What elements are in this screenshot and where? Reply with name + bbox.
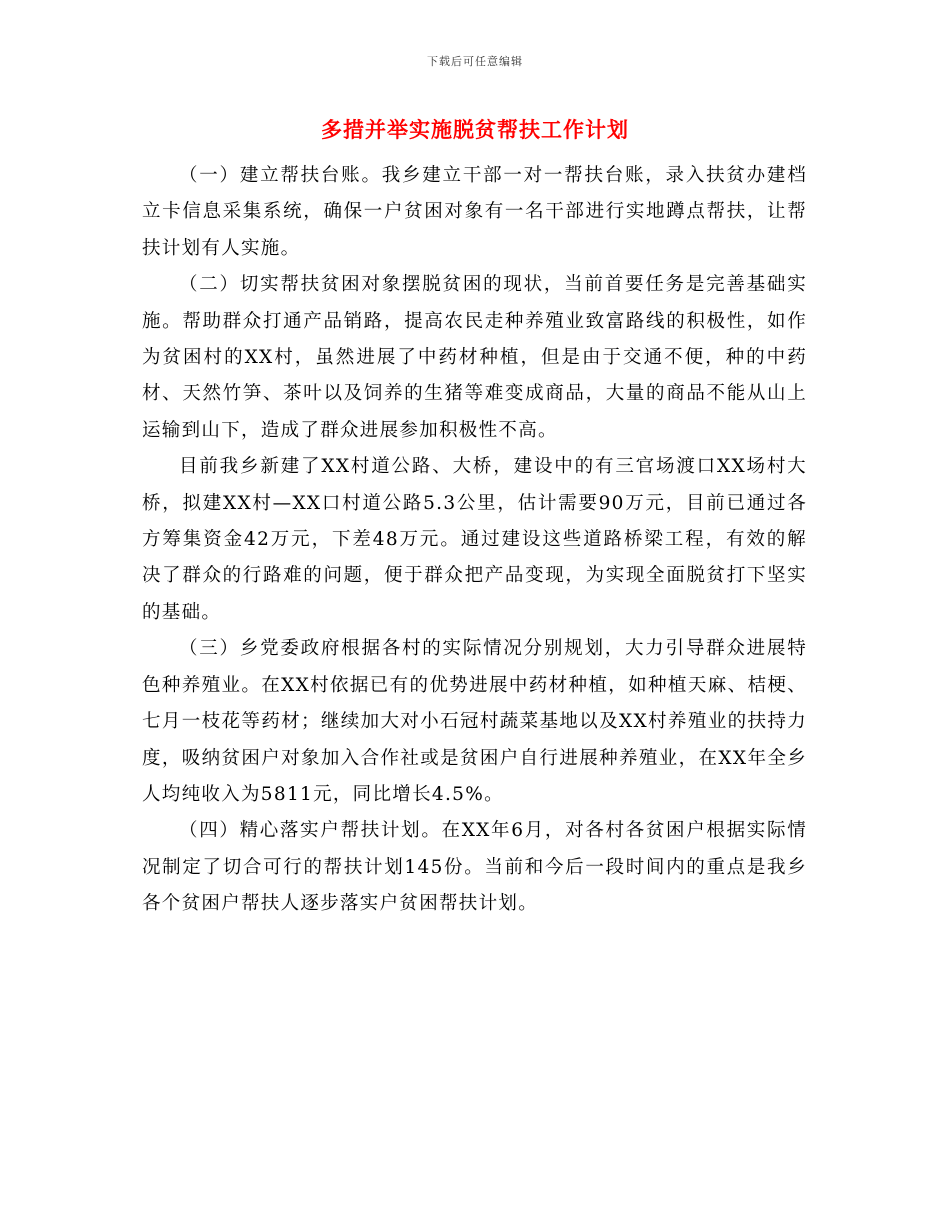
paragraph-2: （二）切实帮扶贫困对象摆脱贫困的现状，当前首要任务是完善基础实施。帮助群众打通产品销路，提高农民走种养殖业致富路线的积极性，如作为贫困村的XX村，虽然进展了中药材种植，但是由于交通不便，种的中药材、天然竹笋、茶叶以及饲养的生猪等难变成商品，大量的商品不能从山上运输到山下，造成了群众进展参加积极性不高。 — [142, 274, 807, 441]
document-title: 多措并举实施脱贫帮扶工作计划 — [321, 118, 629, 142]
header-note: 下载后可任意编辑 — [427, 55, 523, 68]
paragraph-3: 目前我乡新建了XX村道公路、大桥，建设中的有三官场渡口XX场村大桥，拟建XX村—XX口村道公路5.3公里，估计需要90万元，目前已通过各方筹集资金42万元，下差48万元。通过建设这些道路桥梁工程，有效的解决了群众的行路难的问题，便于群众把产品变现，为实现全面脱贫打下坚实的基础。 — [142, 456, 807, 623]
paragraph-5: （四）精心落实户帮扶计划。在XX年6月，对各村各贫困户根据实际情况制定了切合可行的帮扶计划145份。当前和今后一段时间内的重点是我乡各个贫困户帮扶人逐步落实户贫困帮扶计划。 — [142, 820, 807, 915]
document-body — [142, 158, 807, 923]
paragraph-4: （三）乡党委政府根据各村的实际情况分别规划，大力引导群众进展特色种养殖业。在XX村依据已有的优势进展中药材种植，如种植天麻、桔梗、七月一枝花等药材；继续加大对小石冠村蔬菜基地以及XX村养殖业的扶持力度，吸纳贫困户对象加入合作社或是贫困户自行进展种养殖业，在XX年全乡人均纯收入为5811元，同比增长4.5%。 — [142, 638, 807, 805]
paragraph-1: （一）建立帮扶台账。我乡建立干部一对一帮扶台账，录入扶贫办建档立卡信息采集系统，确保一户贫困对象有一名干部进行实地蹲点帮扶，让帮扶计划有人实施。 — [142, 165, 807, 259]
